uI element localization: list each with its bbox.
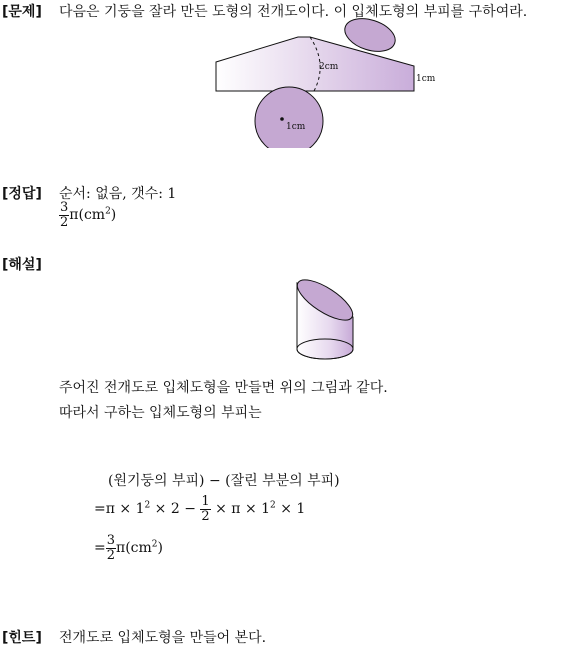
formula2-sup2: 2 <box>270 500 276 511</box>
formula3-unit-open: (cm <box>125 540 152 557</box>
formula3-eq: = <box>94 540 106 557</box>
net-center-dot <box>280 117 284 121</box>
answer-unit-open: (cm <box>78 207 106 224</box>
formula2-sup1: 2 <box>144 500 151 511</box>
formula3-unit-close: ) <box>157 540 163 557</box>
hint-label: [힌트] <box>2 630 42 646</box>
net-label-2cm: 2cm <box>319 62 339 72</box>
explanation-line2: 따라서 구하는 입체도형의 부피는 <box>59 405 262 421</box>
formula3-frac-num: 3 <box>106 533 116 548</box>
formula2-part-a: =π × 1 <box>94 501 145 518</box>
answer-value <box>59 201 116 229</box>
answer-fraction <box>59 201 69 229</box>
formula-line2 <box>94 495 305 523</box>
formula2-part-b: × 2 − <box>150 501 196 518</box>
formula2-frac-den: 2 <box>201 508 210 524</box>
net-figure <box>210 14 440 148</box>
formula3-frac-den: 2 <box>106 547 116 563</box>
formula2-part-c: × π × 1 <box>210 501 271 518</box>
explanation-label: [해설] <box>2 257 42 273</box>
answer-frac-num: 3 <box>60 200 69 215</box>
formula3-fraction <box>106 534 116 562</box>
hint-text: 전개도로 입체도형을 만들어 본다. <box>59 630 267 646</box>
explanation-line1: 주어진 전개도로 입체도형을 만들면 위의 그림과 같다. <box>59 380 388 396</box>
formula3-unit-sup: 2 <box>151 539 158 550</box>
net-label-1cm-radius: 1cm <box>286 122 306 132</box>
problem-label: [문제] <box>2 4 42 20</box>
answer-unit-sup: 2 <box>105 206 111 217</box>
net-base-circle <box>255 87 323 148</box>
formula-line3 <box>94 534 163 562</box>
formula-line1: (원기둥의 부피) − (잘린 부분의 부피) <box>108 473 340 489</box>
answer-line1: 순서: 없음, 갯수: 1 <box>59 186 177 202</box>
solid-figure <box>289 273 361 363</box>
formula2-frac-num: 1 <box>201 494 210 509</box>
answer-unit-close: ) <box>110 207 117 224</box>
answer-pi: π <box>69 207 79 224</box>
answer-label: [정답] <box>2 186 42 202</box>
net-label-1cm-right: 1cm <box>416 74 436 84</box>
answer-frac-den: 2 <box>60 214 69 230</box>
formula3-pi: π <box>116 540 126 557</box>
problem-text: 다음은 기둥을 잘라 만든 도형의 전개도이다. 이 입체도형의 부피를 구하여라. <box>59 4 528 20</box>
formula2-fraction <box>200 495 210 523</box>
formula2-part-d: × 1 <box>275 501 306 518</box>
